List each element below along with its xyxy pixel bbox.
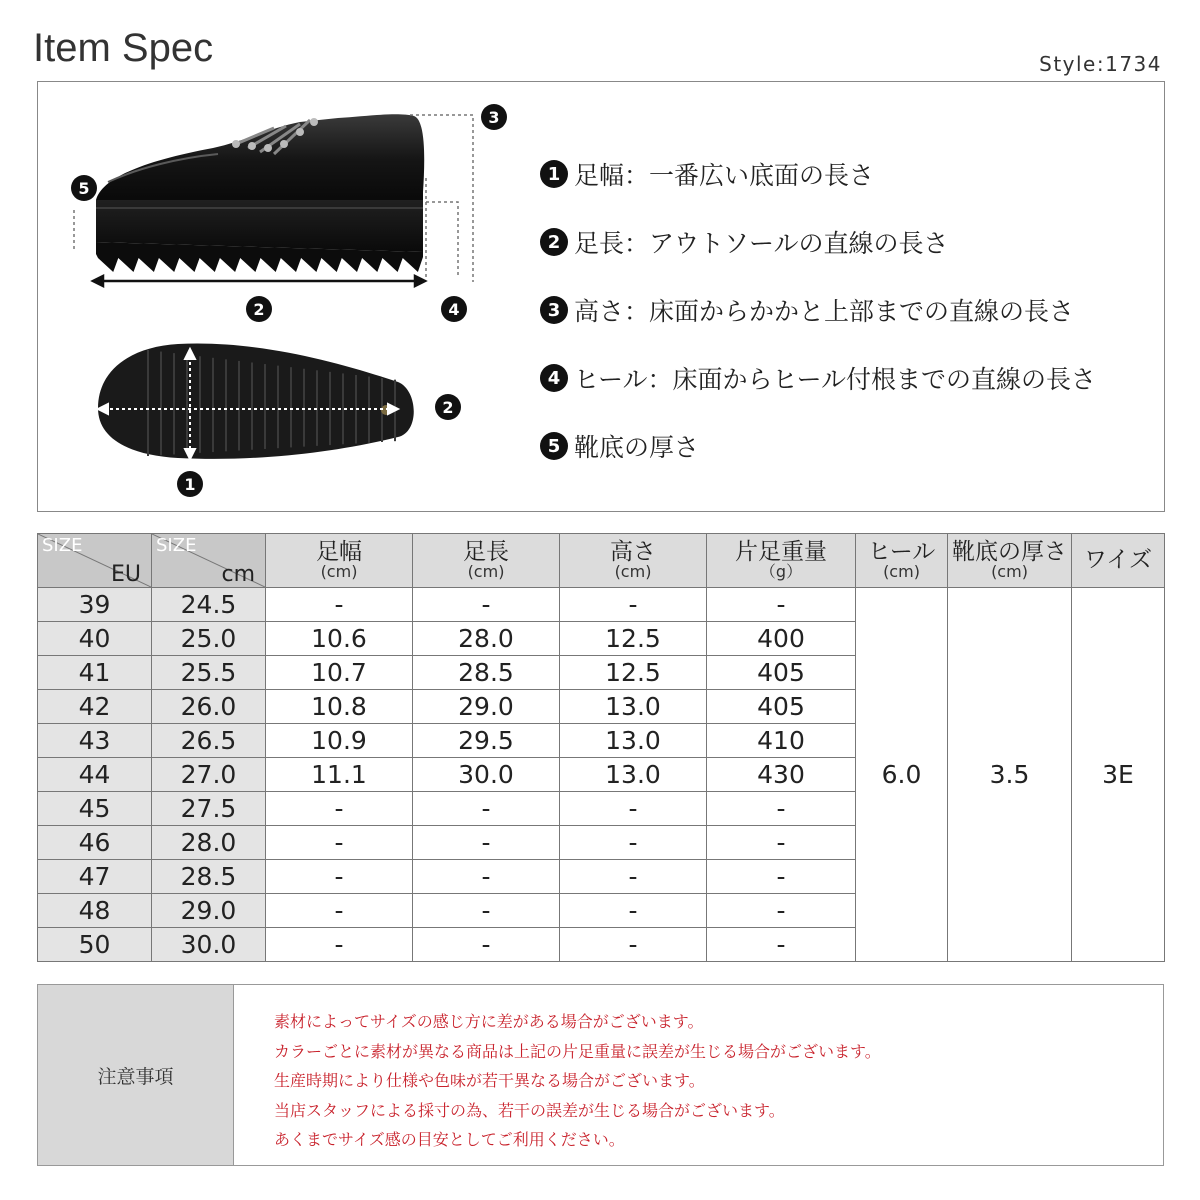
cell-weight: 400 [707,622,856,656]
col-header-height: 高さ (cm) [560,534,707,588]
cell-height: - [560,792,707,826]
number-badge: 5 [540,432,568,460]
cell-weight: 430 [707,758,856,792]
definition-text: 足幅：一番広い底面の長さ [574,161,875,190]
cell-weight: - [707,928,856,962]
cell-length: - [413,928,560,962]
badge-3 [481,104,507,130]
cell-cm: 26.5 [152,724,266,758]
svg-text:2: 2 [253,300,265,319]
svg-text:4: 4 [448,300,460,319]
notes-body [234,985,881,1165]
cell-wise-merged: 3E [1072,588,1165,962]
cell-length: 29.0 [413,690,560,724]
cell-height: - [560,588,707,622]
cell-eu: 39 [38,588,152,622]
definition-item [540,344,1160,412]
size-spec-table [37,533,1165,962]
table-row [38,588,1165,622]
cell-length: - [413,792,560,826]
definition-text: 足長：アウトソールの直線の長さ [574,229,949,258]
size-eu-header: SIZE EU [38,534,152,588]
cell-sole-merged: 3.5 [948,588,1072,962]
cell-eu: 46 [38,826,152,860]
cell-eu: 42 [38,690,152,724]
cell-cm: 27.5 [152,792,266,826]
note-line: 生産時期により仕様や色味が若干異なる場合がございます。 [274,1071,705,1090]
note-line: 当店スタッフによる採寸の為、若干の誤差が生じる場合がございます。 [274,1100,785,1120]
cell-cm: 26.0 [152,690,266,724]
col-header-length: 足長 (cm) [413,534,560,588]
cell-width: 10.8 [266,690,413,724]
cell-width: 10.7 [266,656,413,690]
cell-width: - [266,588,413,622]
cell-width: - [266,894,413,928]
cell-eu: 45 [38,792,152,826]
cell-cm: 25.0 [152,622,266,656]
cell-width: - [266,826,413,860]
col-header-weight: 片足重量 （g） [707,534,856,588]
cell-length: - [413,826,560,860]
svg-text:3: 3 [488,108,500,127]
measurement-definitions [540,140,1160,480]
cell-height: 13.0 [560,758,707,792]
diagram-panel [37,81,1165,512]
cell-weight: 405 [707,690,856,724]
svg-text:1: 1 [184,475,196,494]
note-line: カラーごとに素材が異なる商品は上記の片足重量に誤差が生じる場合がございます。 [274,1041,881,1061]
cell-heel-merged: 6.0 [856,588,948,962]
style-number: Style:1734 [1039,52,1162,76]
badge-1 [177,471,203,497]
cell-width: - [266,792,413,826]
definition-item [540,276,1160,344]
cell-cm: 27.0 [152,758,266,792]
cell-eu: 41 [38,656,152,690]
cell-weight: - [707,894,856,928]
cell-cm: 29.0 [152,894,266,928]
note-line: 素材によってサイズの感じ方に差がある場合がございます。 [274,1012,704,1031]
badge-2-side [246,296,272,322]
page-title: Item Spec [33,26,214,70]
cell-width: 11.1 [266,758,413,792]
cell-eu: 48 [38,894,152,928]
cell-cm: 30.0 [152,928,266,962]
size-cm-header: SIZE cm [152,534,266,588]
cell-length: - [413,860,560,894]
cell-height: - [560,928,707,962]
cell-height: - [560,860,707,894]
col-header-heel: ヒール (cm) [856,534,948,588]
svg-text:5: 5 [78,179,90,198]
cell-height: 13.0 [560,690,707,724]
definition-item [540,208,1160,276]
number-badge: 2 [540,228,568,256]
notes-box [37,984,1164,1166]
note-line: あくまでサイズ感の目安としてご利用ください。 [274,1130,625,1149]
cell-length: 30.0 [413,758,560,792]
definition-item [540,412,1160,480]
cell-weight: - [707,860,856,894]
cell-length: - [413,894,560,928]
badge-5 [71,175,97,201]
cell-length: 28.5 [413,656,560,690]
cell-height: 12.5 [560,656,707,690]
cell-eu: 40 [38,622,152,656]
notes-label: 注意事項 [38,985,234,1165]
cell-length: - [413,588,560,622]
cell-cm: 24.5 [152,588,266,622]
cell-width: 10.6 [266,622,413,656]
svg-text:2: 2 [442,398,454,417]
number-badge: 3 [540,296,568,324]
col-header-wise: ワイズ [1072,534,1165,588]
cell-weight: - [707,792,856,826]
number-badge: 1 [540,160,568,188]
definition-text: 靴底の厚さ [574,433,700,462]
cell-width: - [266,928,413,962]
shoe-sole-view [98,344,414,459]
cell-cm: 25.5 [152,656,266,690]
badge-4 [441,296,467,322]
cell-eu: 43 [38,724,152,758]
col-header-width: 足幅 (cm) [266,534,413,588]
number-badge: 4 [540,364,568,392]
cell-length: 29.5 [413,724,560,758]
cell-cm: 28.5 [152,860,266,894]
cell-eu: 47 [38,860,152,894]
cell-weight: - [707,826,856,860]
cell-eu: 44 [38,758,152,792]
cell-weight: 405 [707,656,856,690]
cell-height: - [560,894,707,928]
cell-width: - [266,860,413,894]
cell-height: - [560,826,707,860]
cell-weight: - [707,588,856,622]
cell-cm: 28.0 [152,826,266,860]
definition-item [540,140,1160,208]
cell-width: 10.9 [266,724,413,758]
definition-text: ヒール：床面からヒール付根までの直線の長さ [574,365,1097,394]
shoe-side-view [96,114,424,272]
col-header-sole: 靴底の厚さ (cm) [948,534,1072,588]
cell-height: 12.5 [560,622,707,656]
cell-eu: 50 [38,928,152,962]
cell-weight: 410 [707,724,856,758]
cell-length: 28.0 [413,622,560,656]
cell-height: 13.0 [560,724,707,758]
definition-text: 高さ：床面からかかと上部までの直線の長さ [574,297,1075,326]
badge-2-sole [435,394,461,420]
